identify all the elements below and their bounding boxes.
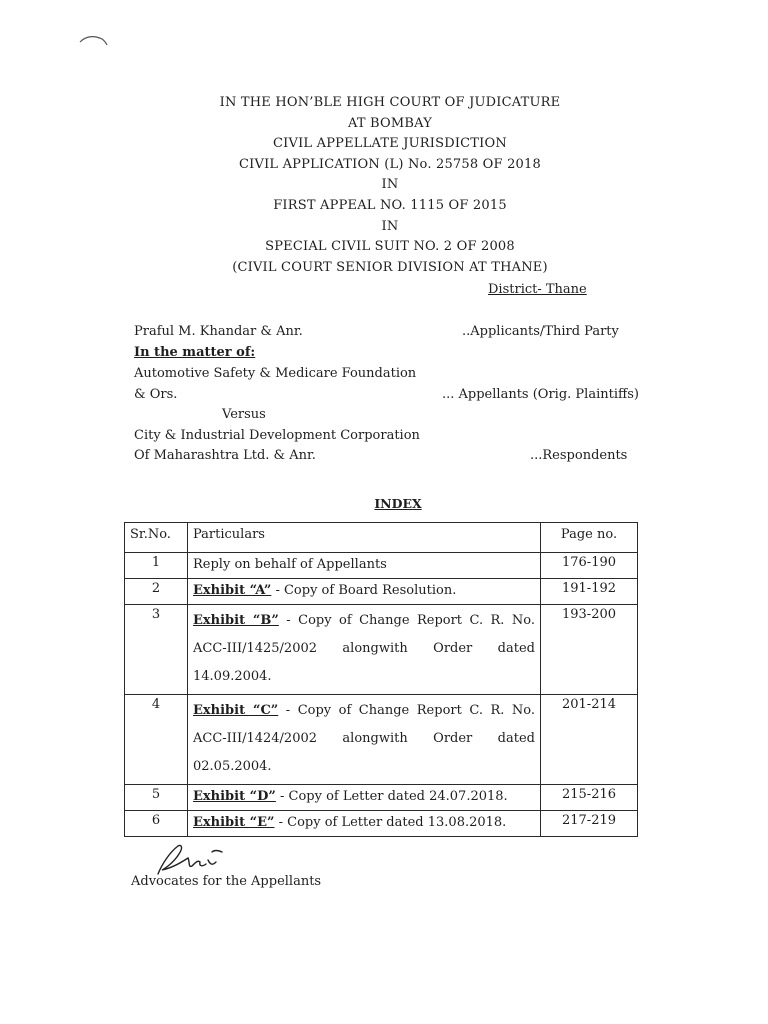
header-page-no: Page no. bbox=[541, 523, 638, 553]
row-particulars bbox=[188, 579, 541, 605]
row-description: - Copy of Letter dated 13.08.2018. bbox=[274, 815, 507, 830]
respondent-name-line1: City & Industrial Development Corporation bbox=[134, 428, 420, 443]
heading-line: CIVIL APPELLATE JURISDICTION bbox=[273, 136, 507, 152]
row-exhibit-label: Exhibit “C” bbox=[193, 703, 279, 718]
row-exhibit-label: Exhibit “A” bbox=[193, 583, 272, 598]
row-sr-no: 5 bbox=[125, 785, 188, 811]
row-description: - Copy of Change Report C. R. No. ACC-III/1425/2002 alongwith Order dated 14.09.2004. bbox=[193, 613, 535, 684]
table-row bbox=[125, 785, 638, 811]
versus-label: Versus bbox=[222, 407, 266, 422]
table-header-row bbox=[125, 523, 638, 553]
row-sr-no: 4 bbox=[125, 695, 188, 785]
heading-line: (CIVIL COURT SENIOR DIVISION AT THANE) bbox=[232, 259, 548, 275]
heading-line: FIRST APPEAL NO. 1115 OF 2015 bbox=[273, 197, 507, 213]
applicant-role: ..Applicants/Third Party bbox=[462, 324, 619, 339]
applicant-name: Praful M. Khandar & Anr. bbox=[134, 324, 303, 339]
appellant-name-line1: Automotive Safety & Medicare Foundation bbox=[134, 366, 417, 381]
row-page-range: 215-216 bbox=[541, 785, 638, 811]
appellant-role: ... Appellants (Orig. Plaintiffs) bbox=[442, 387, 639, 402]
appellant-name-line2: & Ors. bbox=[134, 387, 178, 402]
row-sr-no: 2 bbox=[125, 579, 188, 605]
row-exhibit-label: Exhibit “D” bbox=[193, 789, 276, 804]
table-row bbox=[125, 695, 638, 785]
heading-line: IN bbox=[381, 177, 399, 193]
table-row bbox=[125, 605, 638, 695]
row-exhibit-label: Exhibit “B” bbox=[193, 613, 279, 628]
row-page-range: 191-192 bbox=[541, 579, 638, 605]
row-particulars bbox=[188, 553, 541, 579]
row-page-range: 176-190 bbox=[541, 553, 638, 579]
in-the-matter-label: In the matter of: bbox=[134, 345, 256, 360]
advocates-signature-line: Advocates for the Appellants bbox=[131, 874, 322, 889]
row-particulars bbox=[188, 695, 541, 785]
row-description: - Copy of Change Report C. R. No. ACC-III/1424/2002 alongwith Order dated 02.05.2004. bbox=[193, 703, 535, 774]
header-sr-no: Sr.No. bbox=[125, 523, 188, 553]
row-description: - Copy of Letter dated 24.07.2018. bbox=[275, 789, 508, 804]
row-sr-no: 1 bbox=[125, 553, 188, 579]
pen-mark bbox=[78, 30, 110, 48]
row-sr-no: 6 bbox=[125, 811, 188, 837]
header-particulars: Particulars bbox=[188, 523, 541, 553]
respondent-name-line2: Of Maharashtra Ltd. & Anr. bbox=[134, 448, 316, 463]
heading-line: CIVIL APPLICATION (L) No. 25758 OF 2018 bbox=[239, 156, 541, 172]
row-page-range: 201-214 bbox=[541, 695, 638, 785]
heading-line: AT BOMBAY bbox=[347, 115, 433, 131]
row-description: Reply on behalf of Appellants bbox=[193, 557, 387, 572]
row-description: - Copy of Board Resolution. bbox=[271, 583, 457, 598]
heading-line: IN THE HON’BLE HIGH COURT OF JUDICATURE bbox=[219, 95, 561, 110]
respondent-role: ...Respondents bbox=[530, 448, 628, 463]
heading-line: IN bbox=[381, 218, 399, 234]
row-page-range: 217-219 bbox=[541, 811, 638, 837]
heading-line: SPECIAL CIVIL SUIT NO. 2 OF 2008 bbox=[265, 239, 515, 255]
row-particulars bbox=[188, 785, 541, 811]
table-row bbox=[125, 811, 638, 837]
court-heading bbox=[150, 93, 630, 278]
row-sr-no: 3 bbox=[125, 605, 188, 695]
row-particulars bbox=[188, 811, 541, 837]
row-page-range: 193-200 bbox=[541, 605, 638, 695]
index-title: INDEX bbox=[374, 496, 422, 511]
district-label: District- Thane bbox=[488, 282, 587, 297]
table-row bbox=[125, 553, 638, 579]
table-row bbox=[125, 579, 638, 605]
row-exhibit-label: Exhibit “E” bbox=[193, 815, 275, 830]
row-particulars bbox=[188, 605, 541, 695]
index-table bbox=[124, 522, 638, 837]
